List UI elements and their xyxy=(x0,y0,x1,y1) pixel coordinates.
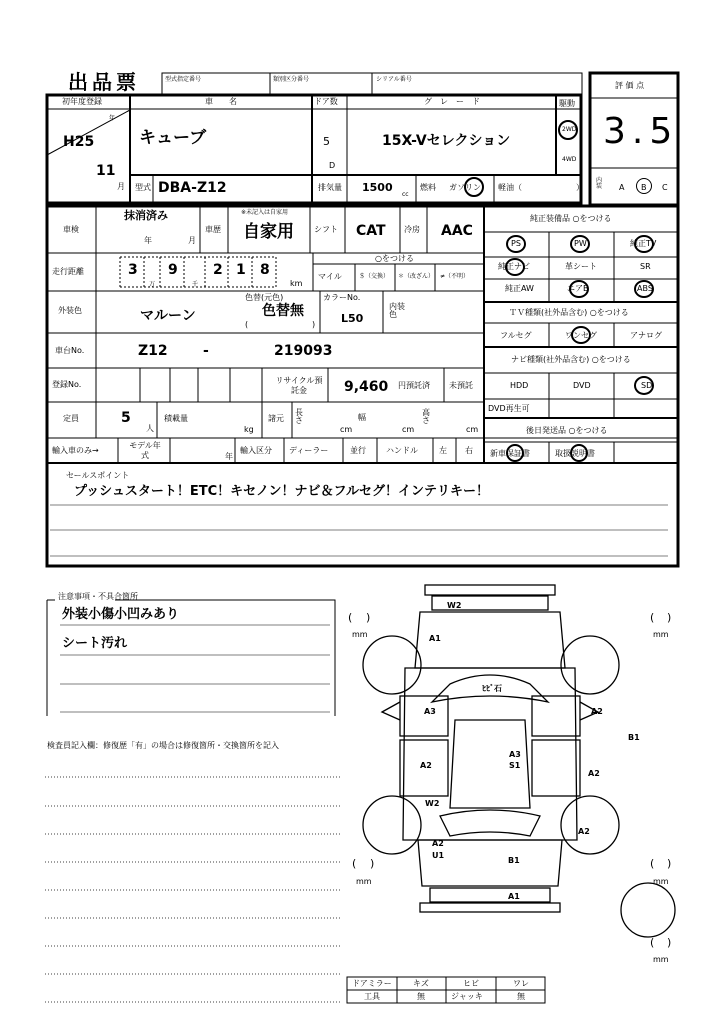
tv-fullseg: フルセグ xyxy=(500,331,532,340)
damage-a3-left: A3 xyxy=(424,707,436,716)
color-paren-open: ( xyxy=(245,320,249,329)
import-parallel: 並行 xyxy=(350,446,366,455)
navi-hdd: HDD xyxy=(510,381,529,390)
capacity-label: 定員 xyxy=(63,414,79,423)
import-type-label: 輸入区分 xyxy=(240,446,272,455)
damage-a2-right-front: A2 xyxy=(591,707,603,716)
category-label: 類別区分番号 xyxy=(273,76,310,83)
tire-fr-bracket-close: ) xyxy=(667,611,672,624)
equip-airbag: エアB xyxy=(567,284,589,293)
equip-leather: 革シート xyxy=(565,262,597,271)
tv-type-title: ＴＶ種類(社外品含む) ○をつける xyxy=(509,308,629,317)
history-note: ※未記入は自家用 xyxy=(241,209,289,216)
score-label: 評 価 点 xyxy=(615,81,645,90)
interior-b-circle xyxy=(636,178,652,194)
history-label: 車歴 xyxy=(205,225,221,234)
notes-label: 注意事項・不具合箇所 xyxy=(58,592,138,601)
tire-fr-bracket-open: ( xyxy=(650,611,655,624)
navi-dvd: DVD xyxy=(573,381,591,390)
ac-label: 冷房 xyxy=(404,225,420,234)
tv-analog: アナログ xyxy=(630,331,662,340)
drive-2wd-circle xyxy=(558,120,578,140)
drive-label: 駆動 xyxy=(559,99,575,108)
tools-none-2: 無 xyxy=(517,992,525,1001)
later-title: 後日発送品 ○をつける xyxy=(526,426,608,435)
mileage-km: km xyxy=(290,279,303,288)
chassis-label: 車台No. xyxy=(55,346,85,355)
equip-sr: SR xyxy=(640,262,651,271)
model-year-label: モデル年式 xyxy=(129,441,161,460)
tire-rl-mm: mm xyxy=(356,877,372,886)
equip-pw: PW xyxy=(574,239,587,248)
height-cm: cm xyxy=(466,425,479,434)
load-unit: kg xyxy=(244,425,254,434)
inspection-value: 抹消済み xyxy=(124,209,168,222)
mileage-sen: 千 xyxy=(192,281,199,288)
length-cm: cm xyxy=(340,425,353,434)
color-change-value: 色替無 xyxy=(262,303,304,319)
damage-hibi: ﾋﾋﾞ石 xyxy=(482,684,502,693)
tire-rr-bracket-close: ) xyxy=(667,857,672,870)
handle-label: ハンドル xyxy=(386,446,418,455)
dvd-play: DVD再生可 xyxy=(488,404,530,413)
equip-abs: ABS xyxy=(637,284,653,293)
damage-u1-rear: U1 xyxy=(432,851,445,860)
width-label: 幅 xyxy=(358,413,366,422)
navi-sd-circle xyxy=(634,376,654,395)
navi-sd: SD xyxy=(641,381,653,390)
recycle-unit: 円預託済 xyxy=(398,381,430,390)
damage-b1-rear: B1 xyxy=(508,856,520,865)
equip-ps: PS xyxy=(511,239,521,248)
spec-label: 諸元 xyxy=(268,414,284,423)
doors-unit: D xyxy=(329,161,336,170)
equip-pw-circle xyxy=(570,235,590,253)
fuel-gas-circle xyxy=(464,177,484,197)
sales-point-label: セールスポイント xyxy=(66,471,130,480)
mileage-digit-5: 8 xyxy=(260,262,270,278)
fuel-diesel: 軽油（ xyxy=(498,183,522,192)
later-manual: 取扱説明書 xyxy=(555,449,595,458)
interior-color-label: 内装色 xyxy=(389,302,405,319)
mile-unknown: ≠（不明） xyxy=(440,273,470,280)
damage-w2-left: W2 xyxy=(425,799,440,808)
equip-navi: 純正ナビ xyxy=(498,262,530,271)
history-value: 自家用 xyxy=(243,222,294,242)
import-label: 輸入車のみ→ xyxy=(52,446,99,455)
form-title: 出品票 xyxy=(68,70,140,94)
drive-2wd: 2WD xyxy=(562,126,577,133)
equip-abs-circle xyxy=(634,280,654,298)
inspection-year: 年 xyxy=(144,236,152,245)
tire-rl-bracket-close: ) xyxy=(370,857,375,870)
handle-left: 左 xyxy=(439,446,447,455)
grade-value: 15X-Vセレクション xyxy=(382,133,511,149)
mileage-digit-3: 2 xyxy=(213,262,223,278)
tire-spare-bracket-close: ) xyxy=(667,936,672,949)
fuel-close: ） xyxy=(576,183,584,192)
tire-fl-bracket-open: ( xyxy=(348,611,353,624)
load-label: 積載量 xyxy=(164,414,188,423)
equip-tv-circle xyxy=(634,235,654,253)
model-year-unit: 年 xyxy=(225,452,233,461)
mileage-digit-1: 3 xyxy=(128,262,138,278)
equip-airbag-circle xyxy=(569,280,589,298)
displacement-unit: cc xyxy=(402,191,409,198)
tire-fl-mm: mm xyxy=(352,630,368,639)
tv-oneseg: ワンセグ xyxy=(565,331,597,340)
mileage-digit-2: 9 xyxy=(168,262,178,278)
tools-break: ワレ xyxy=(513,979,529,988)
score-value: 3.5 xyxy=(603,111,679,152)
tools-scratch: キズ xyxy=(413,979,429,988)
inspector-label: 検査員記入欄：修復歴「有」の場合は修復箇所・交換箇所を記入 xyxy=(47,741,279,750)
import-dealer: ディーラー xyxy=(289,446,329,455)
recycle-unpaid: 未預託 xyxy=(449,381,473,390)
damage-b1-right: B1 xyxy=(628,733,640,742)
tire-rr-bracket-open: ( xyxy=(650,857,655,870)
mileage-man: 万 xyxy=(149,281,156,288)
mile-mark-label: ○をつける xyxy=(375,254,414,263)
width-cm: cm xyxy=(402,425,415,434)
tv-oneseg-circle xyxy=(571,326,591,344)
car-name-label: 車 名 xyxy=(205,97,237,106)
damage-a2-rear-right: A2 xyxy=(578,827,590,836)
notes-line-1: 外装小傷小凹みあり xyxy=(62,607,180,622)
month-unit: 月 xyxy=(117,182,125,191)
drive-4wd: 4WD xyxy=(562,156,577,163)
tools-tools: 工具 xyxy=(364,992,380,1001)
color-no-value: L50 xyxy=(341,312,364,325)
damage-a2-rear: A2 xyxy=(432,839,444,848)
mile-altered: ＊（改ざん） xyxy=(398,273,435,280)
tire-spare-bracket-open: ( xyxy=(650,936,655,949)
recycle-label: リサイクル預託金 xyxy=(275,376,323,395)
later-manual-circle xyxy=(570,444,588,462)
mile-label: マイル xyxy=(318,272,342,281)
model-cert-label: 型式指定番号 xyxy=(165,76,202,83)
later-warranty: 新車保証書 xyxy=(490,449,530,458)
recycle-value: 9,460 xyxy=(344,379,389,395)
damage-w2-front: W2 xyxy=(447,601,462,610)
damage-a1-front: A1 xyxy=(429,634,441,643)
capacity-value: 5 xyxy=(121,410,131,426)
tools-none-1: 無 xyxy=(417,992,425,1001)
regno-label: 登録No. xyxy=(52,380,82,389)
year-value: H25 xyxy=(63,134,95,150)
equip-aw: 純正AW xyxy=(505,284,534,293)
equip-ps-circle xyxy=(506,235,526,253)
shift-label: シフト xyxy=(314,225,338,234)
displacement-label: 排気量 xyxy=(318,183,342,192)
later-warranty-circle xyxy=(506,444,524,462)
model-label: 型式 xyxy=(135,183,151,192)
mileage-digit-4: 1 xyxy=(236,262,246,278)
fuel-gas: ガソリン xyxy=(449,183,481,192)
height-label: 高さ xyxy=(422,408,430,425)
equip-navi-circle xyxy=(505,258,525,276)
navi-type-title: ナビ種類(社外品含む) ○をつける xyxy=(511,355,631,364)
tools-jack: ジャッキ xyxy=(451,992,483,1001)
color-value: マルーン xyxy=(140,308,196,324)
handle-right: 右 xyxy=(465,446,473,455)
mileage-label: 走行距離 xyxy=(52,267,84,276)
equip-tv: 純正TV xyxy=(630,239,657,248)
damage-a3-center: A3 xyxy=(509,750,521,759)
interior-a: A xyxy=(619,183,625,192)
chassis-value: 219093 xyxy=(274,343,333,359)
shift-value: CAT xyxy=(356,223,386,239)
tire-spare-mm: mm xyxy=(653,955,669,964)
damage-a2-left: A2 xyxy=(420,761,432,770)
damage-a1-rear: A1 xyxy=(508,892,520,901)
inspection-label: 車検 xyxy=(63,225,79,234)
tire-rl-bracket-open: ( xyxy=(352,857,357,870)
equipment-title: 純正装備品 ○をつける xyxy=(530,214,612,223)
sales-point-text: プッシュスタート！ETC！キセノン！ナビ＆フルセグ！インテリキー！ xyxy=(74,484,489,499)
first-reg-label: 初年度登録 xyxy=(62,97,102,106)
fuel-label: 燃料 xyxy=(420,183,436,192)
color-label: 外装色 xyxy=(58,306,82,315)
color-no-label: カラーNo. xyxy=(323,293,361,302)
tools-crack: ヒビ xyxy=(463,979,479,988)
year-unit: 年 xyxy=(109,115,116,122)
grade-label: グ レ ー ド xyxy=(424,97,480,106)
interior-b: B xyxy=(641,183,647,192)
damage-a2-right: A2 xyxy=(588,769,600,778)
chassis-prefix: Z12 xyxy=(138,343,168,359)
doors-label: ドア数 xyxy=(314,97,338,106)
interior-label: 内装 xyxy=(596,177,603,190)
damage-s1-center: S1 xyxy=(509,761,521,770)
doors-value: 5 xyxy=(323,135,330,148)
notes-line-2: シート汚れ xyxy=(62,636,128,651)
tire-fr-mm: mm xyxy=(653,630,669,639)
ac-value: AAC xyxy=(441,223,473,239)
tire-rr-mm: mm xyxy=(653,877,669,886)
color-paren-close: ) xyxy=(312,320,316,329)
capacity-unit: 人 xyxy=(146,424,154,433)
inspection-month: 月 xyxy=(188,236,196,245)
model-value: DBA-Z12 xyxy=(158,180,227,196)
color-change-label: 色替(元色) xyxy=(245,293,284,302)
displacement-value: 1500 xyxy=(362,181,393,194)
chassis-dash: - xyxy=(203,343,209,359)
car-name-value: キューブ xyxy=(139,128,207,148)
length-label: 長さ xyxy=(295,408,303,425)
interior-c: C xyxy=(662,183,668,192)
mile-exchange: ＄（交換） xyxy=(359,273,390,280)
tire-fl-bracket-close: ) xyxy=(366,611,371,624)
month-value: 11 xyxy=(96,163,116,179)
serial-label: シリアル番号 xyxy=(376,76,412,83)
tools-door-mirror: ドアミラー xyxy=(352,979,392,988)
